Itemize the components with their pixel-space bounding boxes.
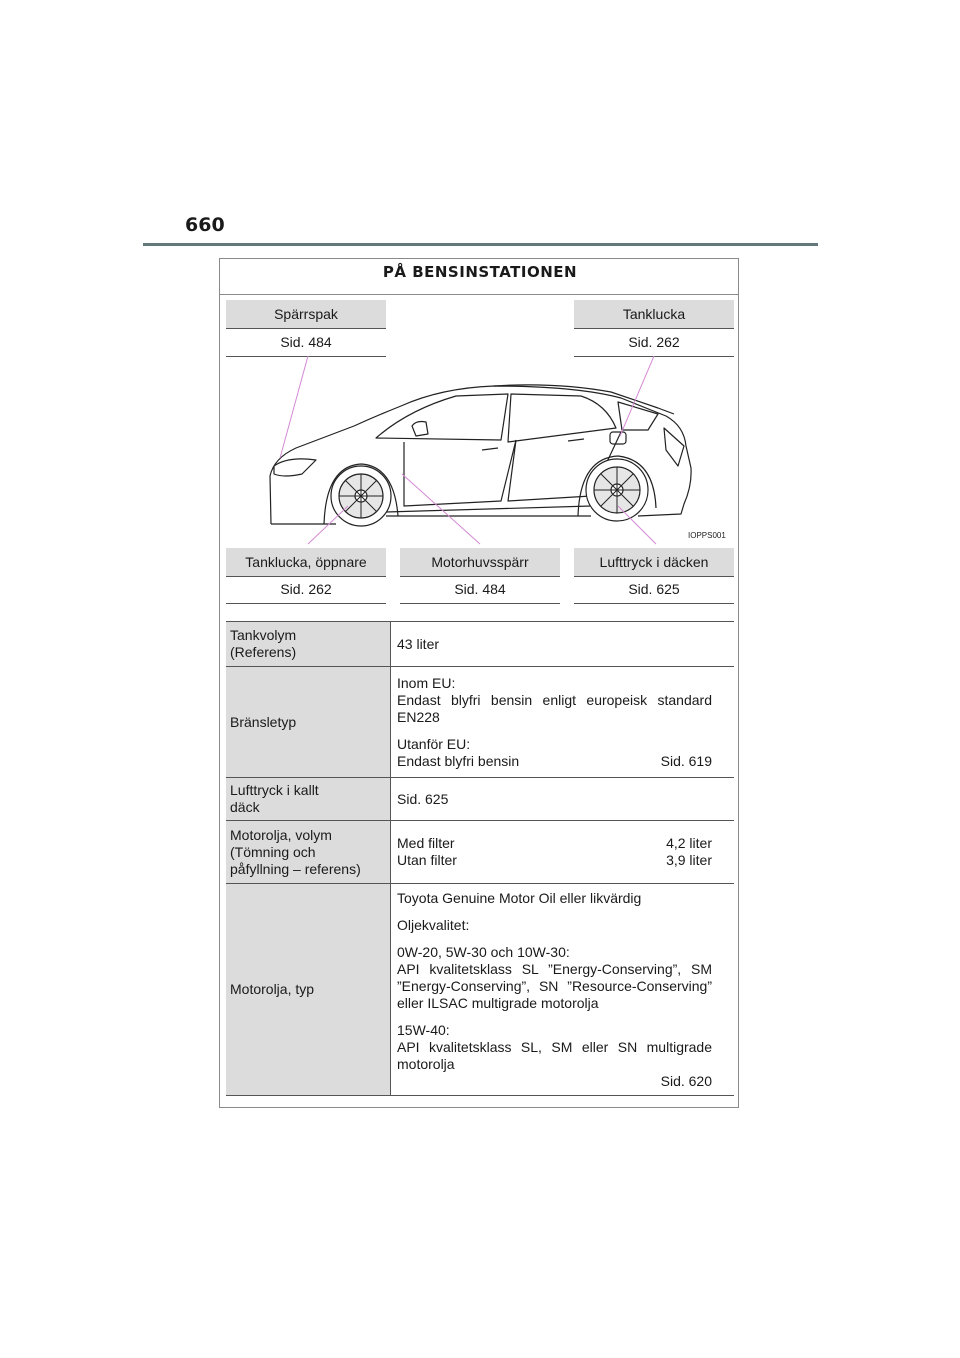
callout-motorhuvssparr-page[interactable]: Sid. 484 [400, 576, 560, 604]
callout-sparrspak-label: Spärrspak [226, 300, 386, 329]
image-code: IOPPS001 [688, 531, 726, 540]
spec-value-motorolja-typ: Toyota Genuine Motor Oil eller likvärdig Oljekvalitet: 0W-20, 5W-30 och 10W-30: API kvalitetsklass SL ”Energy-Conserving”, SM ”Energy-Conserving”, SN ”Resource-Conserving” eller ILSAC multigrade motorolja 15W-40: API kvalitetsklass SL, SM eller SN multigrade motorolja Sid. 620 [391, 884, 735, 1096]
page-number: 660 [185, 214, 225, 236]
callout-tanklucka-oppnare-label: Tanklucka, öppnare [226, 548, 386, 577]
table-row [226, 667, 734, 778]
page-ref-619[interactable]: Sid. 619 [660, 752, 712, 769]
spec-label-motorolja-typ: Motorolja, typ [226, 884, 391, 1096]
car-illustration [226, 356, 734, 546]
table-row [226, 778, 734, 821]
section-title: PÅ BENSINSTATIONEN [382, 263, 578, 281]
spec-label-motorolja-volym: Motorolja, volym (Tömning och påfyllning – referens) [226, 821, 391, 884]
page-ref-620[interactable]: Sid. 620 [660, 1072, 712, 1089]
callout-sparrspak-page[interactable]: Sid. 484 [226, 329, 386, 357]
table-row [226, 884, 734, 1096]
spec-value-bransletyp: Inom EU: Endast blyfri bensin enligt europeisk standard EN228 Utanför EU: Endast blyfri bensin Sid. 619 [391, 667, 735, 778]
callout-tanklucka-label: Tanklucka [574, 300, 734, 329]
callout-lufttryck-label: Lufttryck i däcken [574, 548, 734, 577]
callout-tanklucka-page[interactable]: Sid. 262 [574, 329, 734, 357]
page-ref-625[interactable]: Sid. 625 [391, 778, 735, 821]
header-rule [143, 243, 818, 246]
spec-value-motorolja-volym: Med filter 4,2 liter Utan filter 3,9 liter [391, 821, 735, 884]
spec-label-tankvolym: Tankvolym (Referens) [226, 622, 391, 667]
callout-lufttryck-page[interactable]: Sid. 625 [574, 576, 734, 604]
spec-value-tankvolym: 43 liter [391, 622, 735, 667]
spec-label-bransletyp: Bränsletyp [226, 667, 391, 778]
specs-table [226, 621, 734, 1096]
spec-label-lufttryck: Lufttryck i kallt däck [226, 778, 391, 821]
table-row [226, 622, 734, 667]
callout-tanklucka-oppnare-page[interactable]: Sid. 262 [226, 576, 386, 604]
callout-motorhuvssparr-label: Motorhuvsspärr [400, 548, 560, 577]
title-divider [220, 294, 738, 295]
table-row [226, 821, 734, 884]
